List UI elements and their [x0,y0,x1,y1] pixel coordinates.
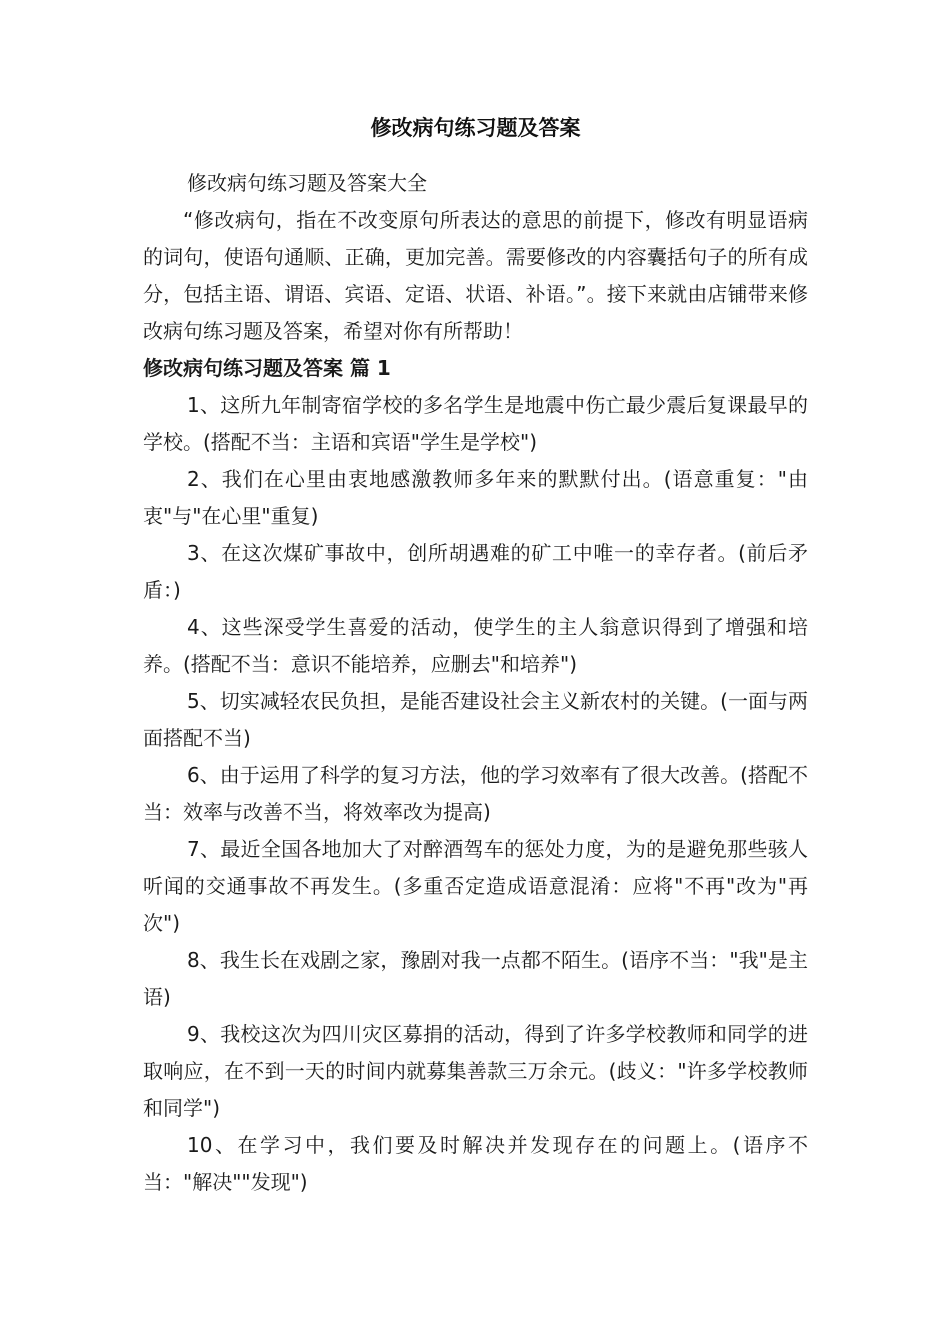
exercise-item: 6、由于运用了科学的复习方法，他的学习效率有了很大改善。(搭配不当：效率与改善不当，将效率改为提高) [143,763,808,824]
exercise-item: 7、最近全国各地加大了对醉酒驾车的惩处力度，为的是避免那些骇人听闻的交通事故不再发生。(多重否定造成语意混淆：应将"不再"改为"再次") [143,837,808,935]
exercise-item: 1、这所九年制寄宿学校的多名学生是地震中伤亡最少震后复课最早的学校。(搭配不当：主语和宾语"学生是学校") [143,393,808,454]
document-title: 修改病句练习题及答案 [370,116,581,140]
exercise-item: 3、在这次煤矿事故中，创所胡遇难的矿工中唯一的幸存者。(前后矛盾：) [143,541,808,602]
exercise-item: 5、切实减轻农民负担，是能否建设社会主义新农村的关键。(一面与两面搭配不当) [143,689,808,750]
intro-paragraph: “修改病句，指在不改变原句所表达的意思的前提下，修改有明显语病的词句，使语句通顺、正确，更加完善。需要修改的内容囊括句子的所有成分，包括主语、谓语、宾语、定语、状语、补语。”。接下来就由店铺带来修改病句练习题及答案，希望对你有所帮助！ [143,208,808,343]
document-page [143,100,808,1201]
document-subtitle: 修改病句练习题及答案大全 [187,171,427,195]
exercise-item: 2、我们在心里由衷地感激教师多年来的默默付出。(语意重复："由衷"与"在心里"重复) [143,467,808,528]
exercise-list [143,387,808,1201]
exercise-item: 8、我生长在戏剧之家，豫剧对我一点都不陌生。(语序不当："我"是主语) [143,948,808,1009]
exercise-item: 9、我校这次为四川灾区募捐的活动，得到了许多学校教师和同学的进取响应，在不到一天的时间内就募集善款三万余元。(歧义："许多学校教师和同学") [143,1022,808,1120]
exercise-item: 10、在学习中，我们要及时解决并发现存在的问题上。(语序不当："解决""发现") [143,1133,808,1194]
exercise-item: 4、这些深受学生喜爱的活动，使学生的主人翁意识得到了增强和培养。(搭配不当：意识不能培养，应删去"和培养") [143,615,808,676]
section-heading: 修改病句练习题及答案 篇 1 [143,356,391,380]
